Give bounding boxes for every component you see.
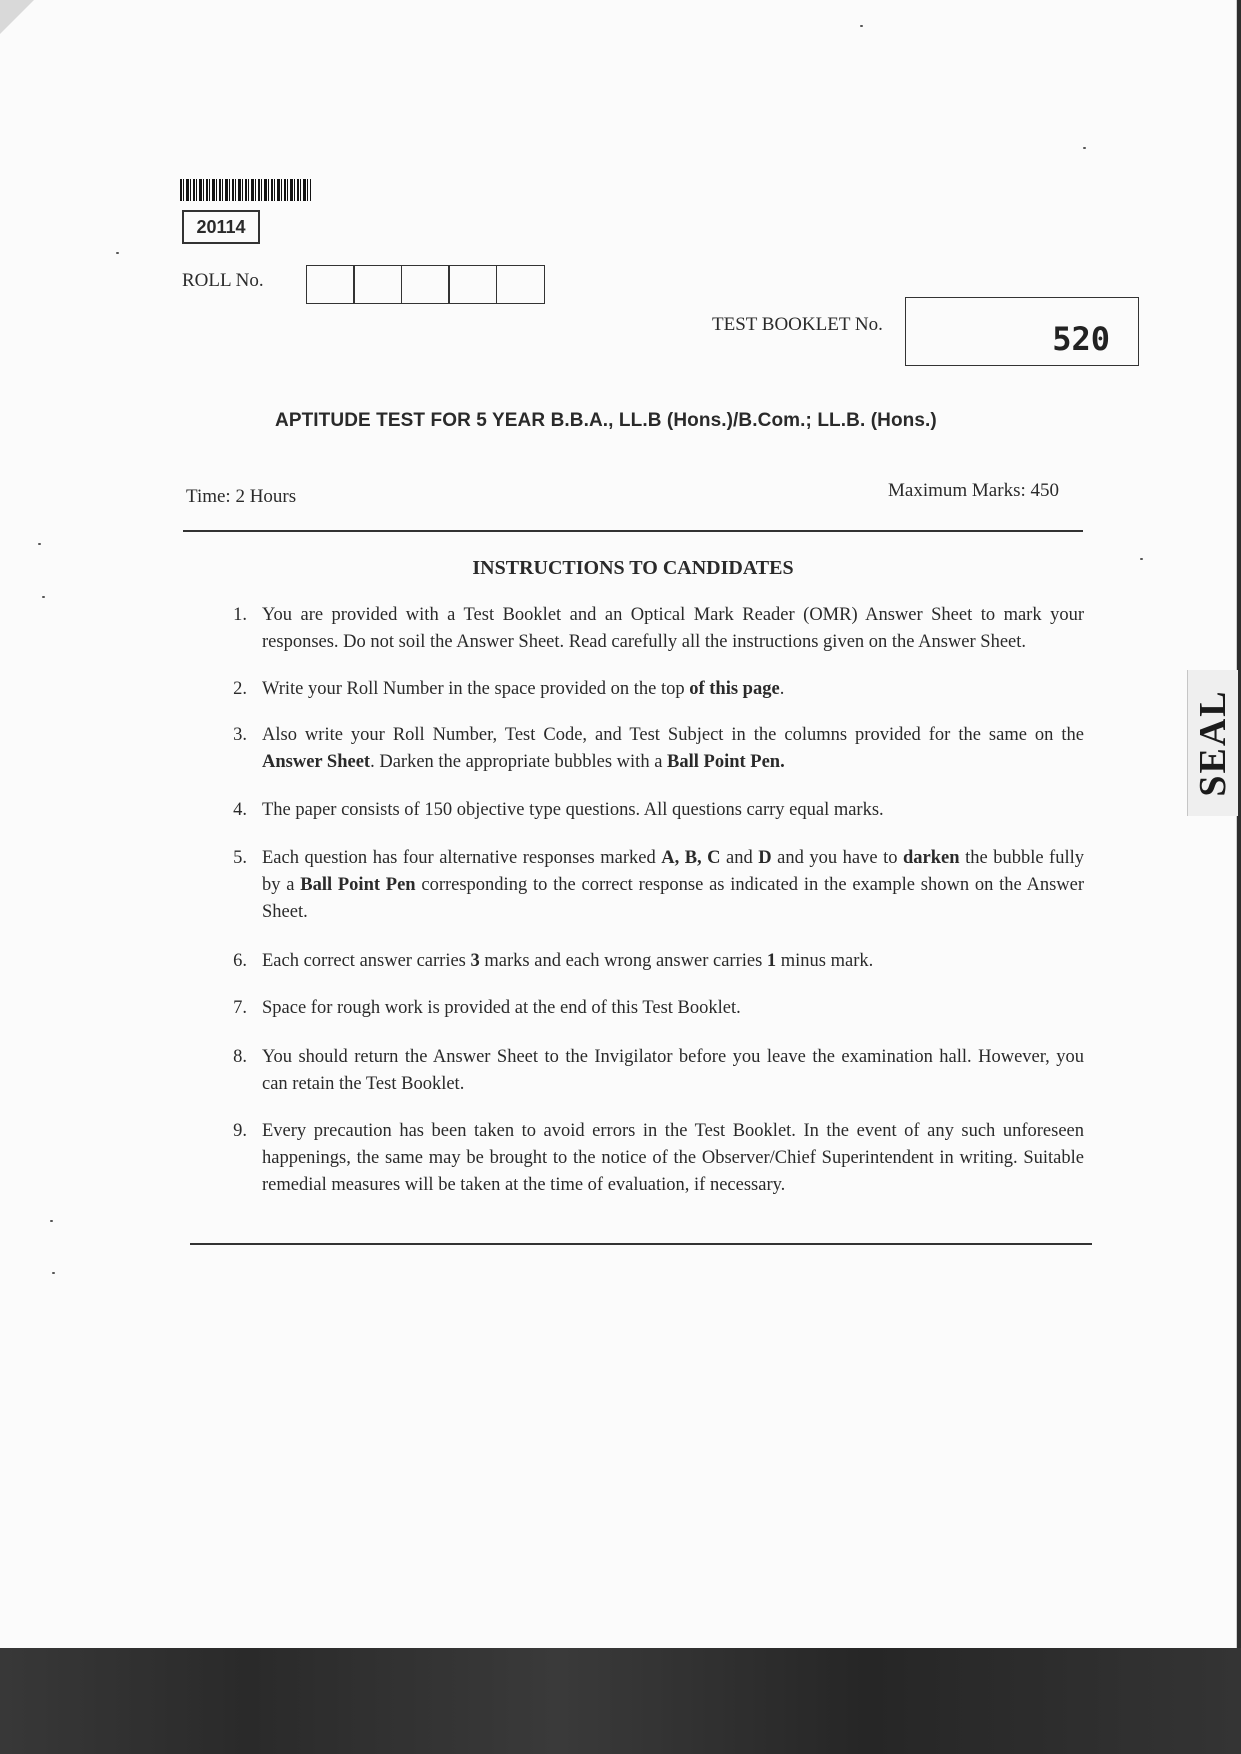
instruction-segment: Also write your Roll Number, Test Code, and Test Subject in the columns provided for the same on the xyxy=(262,725,1084,745)
instruction-segment: minus mark. xyxy=(776,951,874,971)
instruction-item xyxy=(218,845,1084,926)
roll-digit-box[interactable] xyxy=(306,265,355,304)
instruction-text xyxy=(262,722,1084,776)
emphasis-text: of this page xyxy=(689,679,780,699)
instruction-segment: the bubble fully by a xyxy=(262,848,1084,895)
time-allowed: Time: 2 Hours xyxy=(186,486,297,507)
instruction-segment: marks and each wrong answer carries xyxy=(479,951,767,971)
instruction-segment: You should return the Answer Sheet to the Invigilator before you leave the examination hall. However, you can retain the Test Booklet. xyxy=(262,1047,1084,1094)
instruction-segment: and you have to xyxy=(771,848,904,868)
test-booklet-number-box xyxy=(905,297,1139,366)
scan-speck xyxy=(52,1272,55,1274)
barcode xyxy=(180,179,311,201)
scan-speck xyxy=(1140,558,1143,560)
instruction-item xyxy=(218,722,1084,776)
instruction-item xyxy=(218,1118,1084,1199)
instruction-segment: Write your Roll Number in the space provided on the top xyxy=(262,679,690,699)
instruction-item xyxy=(218,602,1084,656)
emphasis-text: 1 xyxy=(766,951,777,971)
instruction-text xyxy=(262,676,1084,703)
roll-number-boxes xyxy=(307,265,545,304)
instruction-number: 2. xyxy=(233,679,247,699)
instruction-item xyxy=(218,797,1084,824)
instruction-item xyxy=(218,676,1084,703)
instruction-text xyxy=(262,797,1084,824)
instruction-text xyxy=(262,995,1084,1022)
instruction-text xyxy=(262,1044,1084,1098)
instruction-segment: . xyxy=(779,679,785,699)
instruction-number: 5. xyxy=(233,848,247,868)
instruction-segment: . Darken the appropriate bubbles with a xyxy=(370,752,668,772)
page-corner-fold xyxy=(0,0,34,34)
scan-speck xyxy=(38,543,41,545)
instruction-item xyxy=(218,1044,1084,1098)
roll-digit-box[interactable] xyxy=(448,265,497,304)
seal-label: SEAL xyxy=(1192,689,1234,797)
test-booklet-number: 520 xyxy=(1052,320,1110,358)
instruction-segment: corresponding to the correct response as indicated in the example shown on the Answer Sheet. xyxy=(262,875,1085,922)
instruction-text xyxy=(262,1118,1084,1199)
roll-number-label: ROLL No. xyxy=(182,270,264,291)
instruction-segment: and xyxy=(720,848,759,868)
divider-top xyxy=(183,530,1083,532)
instruction-number: 8. xyxy=(233,1047,247,1067)
instruction-number: 1. xyxy=(233,605,247,625)
divider-bottom xyxy=(190,1243,1092,1245)
seal-sticker xyxy=(1187,670,1238,816)
instruction-text xyxy=(262,602,1084,656)
instruction-segment: Each question has four alternative responses marked xyxy=(262,848,662,868)
test-booklet-label: TEST BOOKLET No. xyxy=(712,314,883,335)
instruction-segment: You are provided with a Test Booklet and an Optical Mark Reader (OMR) Answer Sheet to mark your responses. Do not soil the Answer Sheet. Read carefully all the instructions given on the Answer Sheet. xyxy=(262,605,1084,652)
scan-speck xyxy=(50,1220,53,1222)
instruction-segment: Space for rough work is provided at the end of this Test Booklet. xyxy=(262,998,741,1018)
instruction-item xyxy=(218,995,1084,1022)
emphasis-text: Answer Sheet xyxy=(262,752,371,772)
scan-speck xyxy=(42,596,45,598)
instruction-segment: The paper consists of 150 objective type questions. All questions carry equal marks. xyxy=(262,800,884,820)
paper-code-box: 20114 xyxy=(182,210,260,244)
instructions-list xyxy=(218,602,1084,1199)
instruction-number: 9. xyxy=(233,1121,247,1141)
roll-digit-box[interactable] xyxy=(401,265,450,304)
instruction-number: 7. xyxy=(233,998,247,1018)
emphasis-text: Ball Point Pen xyxy=(300,875,416,895)
scan-speck xyxy=(116,252,119,254)
instruction-item xyxy=(218,948,1084,975)
scan-speck xyxy=(1083,147,1086,149)
emphasis-text: D xyxy=(758,848,772,868)
emphasis-text: darken xyxy=(903,848,960,868)
instruction-text xyxy=(262,948,1084,975)
maximum-marks: Maximum Marks: 450 xyxy=(888,480,1059,501)
instruction-number: 6. xyxy=(233,951,247,971)
instruction-number: 4. xyxy=(233,800,247,820)
instructions-heading: INSTRUCTIONS TO CANDIDATES xyxy=(472,557,794,579)
emphasis-text: Ball Point Pen. xyxy=(667,752,785,772)
emphasis-text: 3 xyxy=(470,951,480,971)
roll-digit-box[interactable] xyxy=(353,265,402,304)
emphasis-text: A, B, C xyxy=(661,848,721,868)
instruction-text xyxy=(262,845,1084,926)
roll-digit-box[interactable] xyxy=(496,265,545,304)
instruction-number: 3. xyxy=(233,725,247,745)
instruction-segment: Each correct answer carries xyxy=(262,951,471,971)
test-title: APTITUDE TEST FOR 5 YEAR B.B.A., LL.B (Hons.)/B.Com.; LL.B. (Hons.) xyxy=(275,410,937,431)
scanner-background xyxy=(0,1648,1241,1754)
scan-speck xyxy=(860,25,863,27)
instruction-segment: Every precaution has been taken to avoid errors in the Test Booklet. In the event of any such unforeseen happenings, the same may be brought to the notice of the Observer/Chief Superintendent in writing. Suitable remedial measures will be taken at the time of evaluation, if necessary. xyxy=(262,1121,1084,1195)
